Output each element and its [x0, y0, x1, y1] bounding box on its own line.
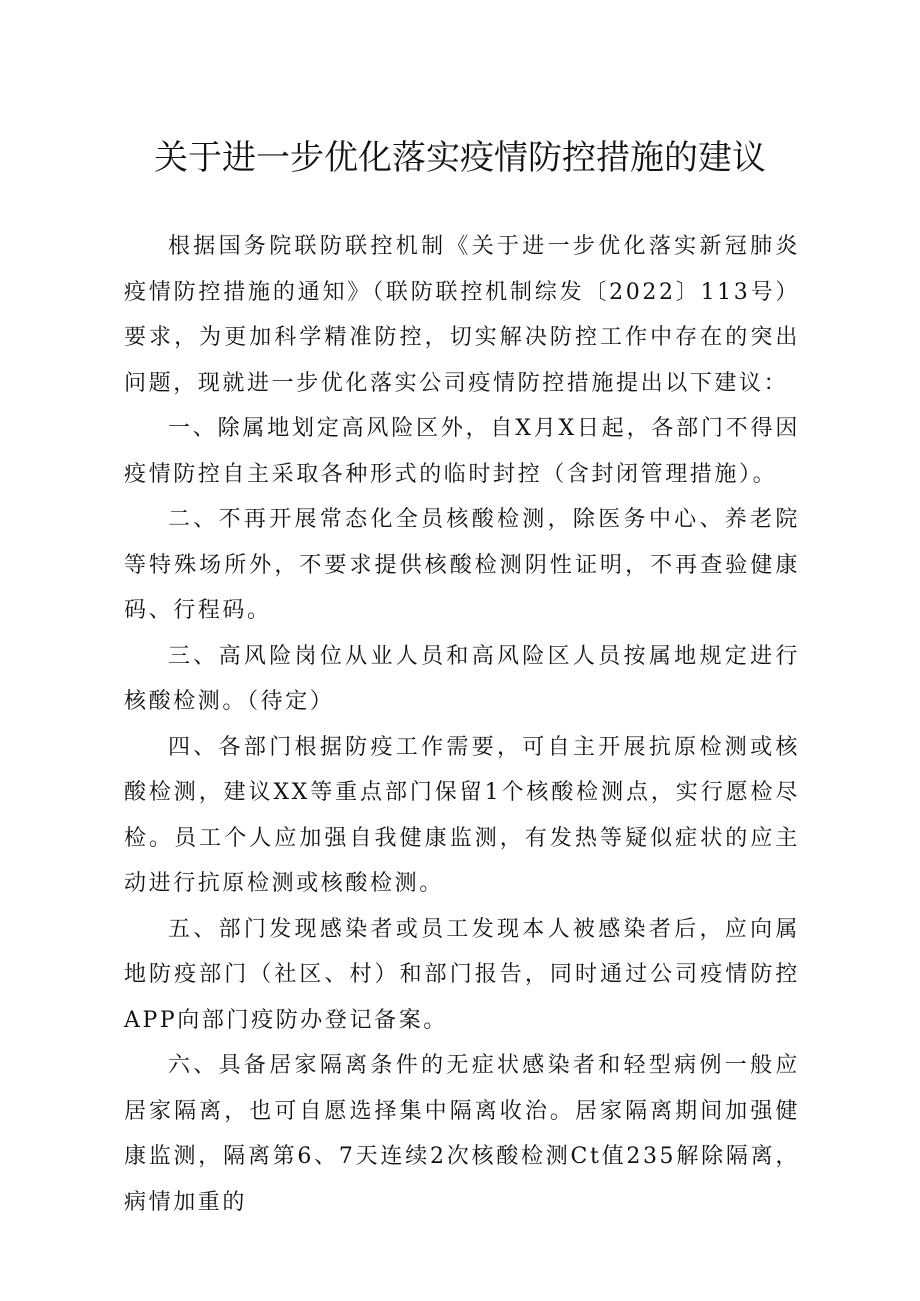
paragraph-item-3: 三、高风险岗位从业人员和高风险区人员按属地规定进行核酸检测。（待定） [124, 643, 800, 714]
paragraph-item-2: 二、不再开展常态化全员核酸检测，除医务中心、养老院等特殊场所外，不要求提供核酸检测阴性证明，不再查验健康码、行程码。 [124, 507, 800, 623]
paragraph-item-4: 四、各部门根据防疫工作需要，可自主开展抗原检测或核酸检测，建议XX等重点部门保留1个核酸检测点，实行愿检尽检。员工个人应加强自我健康监测，有发热等疑似症状的应主动进行抗原检测或核酸检测。 [124, 734, 800, 896]
document-title: 关于进一步优化落实疫情防控措施的建议 [154, 138, 766, 178]
paragraph-item-6: 六、具备居家隔离条件的无症状感染者和轻型病例一般应居家隔离，也可自愿选择集中隔离收治。居家隔离期间加强健康监测，隔离第6、7天连续2次核酸检测Ct值235解除隔离，病情加重的 [124, 1053, 800, 1215]
paragraph-item-1: 一、除属地划定高风险区外，自X月X日起，各部门不得因疫情防控自主采取各种形式的临时封控（含封闭管理措施）。 [124, 416, 800, 487]
paragraph-item-5: 五、部门发现感染者或员工发现本人被感染者后，应向属地防疫部门（社区、村）和部门报告，同时通过公司疫情防控APP向部门疫防办登记备案。 [124, 916, 800, 1033]
paragraph-intro: 根据国务院联防联控机制《关于进一步优化落实新冠肺炎疫情防控措施的通知》（联防联控机制综发〔2022〕113号）要求，为更加科学精准防控，切实解决防控工作中存在的突出问题，现就进一步优化落实公司疫情防控措施提出以下建议： [124, 234, 800, 396]
document-body [124, 224, 800, 1225]
